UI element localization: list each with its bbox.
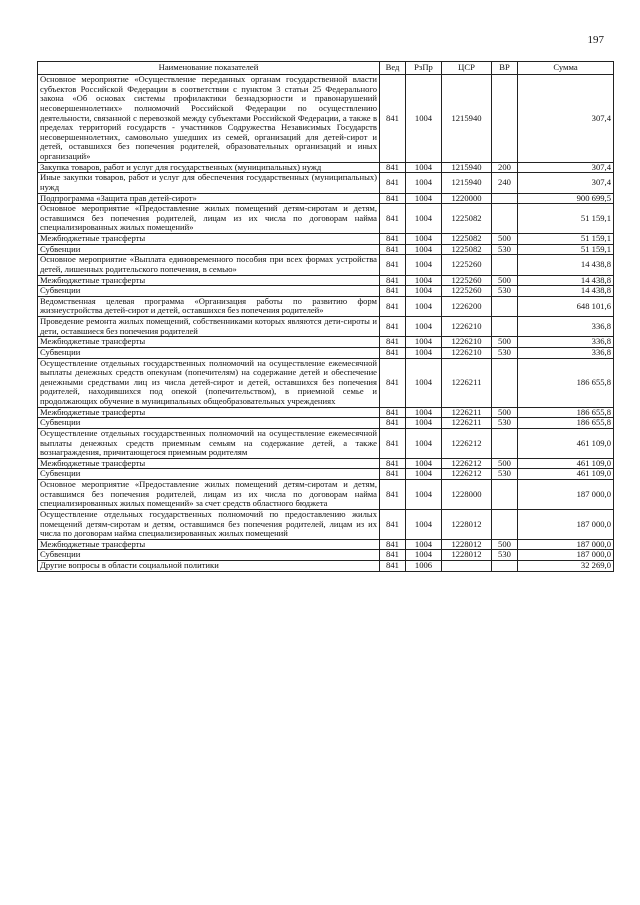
cell-vr: 500: [492, 275, 518, 286]
cell-vr: [492, 75, 518, 163]
cell-ved: 841: [380, 286, 406, 297]
cell-ved: 841: [380, 480, 406, 510]
cell-csr: 1225260: [442, 255, 492, 275]
cell-csr: 1215940: [442, 162, 492, 173]
cell-sum: 648 101,6: [518, 296, 614, 316]
cell-name: Проведение ремонта жилых помещений, собственниками которых являются дети-сироты и дети, оставшиеся без попечения родителей: [38, 317, 380, 337]
cell-ved: 841: [380, 347, 406, 358]
cell-rzpr: 1004: [406, 337, 442, 348]
cell-vr: 500: [492, 407, 518, 418]
cell-ved: 841: [380, 255, 406, 275]
table-body: [38, 75, 614, 572]
cell-ved: 841: [380, 428, 406, 458]
cell-sum: 461 109,0: [518, 428, 614, 458]
cell-vr: 530: [492, 418, 518, 429]
budget-table: [37, 61, 614, 572]
cell-name: Другие вопросы в области социальной политики: [38, 561, 380, 572]
cell-vr: [492, 193, 518, 204]
cell-csr: 1226211: [442, 358, 492, 407]
cell-ved: 841: [380, 275, 406, 286]
cell-ved: 841: [380, 561, 406, 572]
table-row: [38, 418, 614, 429]
cell-sum: 336,8: [518, 317, 614, 337]
cell-sum: 336,8: [518, 337, 614, 348]
cell-sum: 336,8: [518, 347, 614, 358]
cell-csr: 1226210: [442, 347, 492, 358]
cell-csr: 1226200: [442, 296, 492, 316]
cell-rzpr: 1004: [406, 509, 442, 539]
cell-name: Межбюджетные трансферты: [38, 539, 380, 550]
cell-sum: 187 000,0: [518, 480, 614, 510]
table-row: [38, 317, 614, 337]
cell-sum: 187 000,0: [518, 539, 614, 550]
cell-vr: [492, 509, 518, 539]
cell-ved: 841: [380, 418, 406, 429]
cell-sum: 187 000,0: [518, 550, 614, 561]
cell-sum: 307,4: [518, 173, 614, 193]
cell-csr: 1215940: [442, 173, 492, 193]
header-sum: Сумма: [518, 62, 614, 75]
header-ved: Вед: [380, 62, 406, 75]
cell-vr: 530: [492, 550, 518, 561]
cell-ved: 841: [380, 550, 406, 561]
cell-name: Субвенции: [38, 244, 380, 255]
cell-rzpr: 1004: [406, 296, 442, 316]
cell-vr: 530: [492, 286, 518, 297]
table-row: [38, 347, 614, 358]
cell-name: Субвенции: [38, 347, 380, 358]
cell-sum: 307,4: [518, 75, 614, 163]
cell-rzpr: 1004: [406, 234, 442, 245]
cell-csr: 1226212: [442, 428, 492, 458]
cell-rzpr: 1004: [406, 75, 442, 163]
table-row: [38, 539, 614, 550]
cell-name: Субвенции: [38, 550, 380, 561]
cell-vr: 530: [492, 347, 518, 358]
table-row: [38, 162, 614, 173]
cell-sum: 14 438,8: [518, 255, 614, 275]
cell-ved: 841: [380, 317, 406, 337]
cell-name: Основное мероприятие «Предоставление жилых помещений детям-сиротам и детям, оставшимся без попечения родителей, лицам из их числа по договорам найма специализированных жилых помещений» за счет средств областного бюджета: [38, 480, 380, 510]
cell-rzpr: 1004: [406, 347, 442, 358]
cell-name: Иные закупки товаров, работ и услуг для обеспечения государственных (муниципальных) нужд: [38, 173, 380, 193]
table-row: [38, 480, 614, 510]
cell-name: Межбюджетные трансферты: [38, 407, 380, 418]
cell-vr: 530: [492, 469, 518, 480]
cell-rzpr: 1004: [406, 480, 442, 510]
table-row: [38, 337, 614, 348]
cell-csr: 1225260: [442, 275, 492, 286]
cell-csr: 1215940: [442, 75, 492, 163]
cell-csr: 1226210: [442, 337, 492, 348]
table-row: [38, 509, 614, 539]
cell-vr: [492, 561, 518, 572]
cell-vr: [492, 317, 518, 337]
cell-ved: 841: [380, 469, 406, 480]
cell-ved: 841: [380, 509, 406, 539]
table-row: [38, 75, 614, 163]
table-row: [38, 275, 614, 286]
cell-csr: [442, 561, 492, 572]
cell-rzpr: 1004: [406, 418, 442, 429]
cell-ved: 841: [380, 407, 406, 418]
cell-csr: 1225082: [442, 204, 492, 234]
table-header-row: [38, 62, 614, 75]
table-row: [38, 296, 614, 316]
cell-csr: 1226210: [442, 317, 492, 337]
cell-sum: 307,4: [518, 162, 614, 173]
cell-rzpr: 1004: [406, 358, 442, 407]
cell-csr: 1228012: [442, 550, 492, 561]
table-row: [38, 234, 614, 245]
table-row: [38, 550, 614, 561]
header-csr: ЦСР: [442, 62, 492, 75]
header-name: Наименование показателей: [38, 62, 380, 75]
cell-vr: [492, 255, 518, 275]
cell-rzpr: 1004: [406, 173, 442, 193]
cell-name: Межбюджетные трансферты: [38, 458, 380, 469]
table-row: [38, 458, 614, 469]
cell-name: Субвенции: [38, 286, 380, 297]
cell-ved: 841: [380, 296, 406, 316]
cell-vr: 500: [492, 234, 518, 245]
table-row: [38, 193, 614, 204]
cell-name: Основное мероприятие «Выплата единовременного пособия при всех формах устройства детей, лишенных родительского попечения, в семью»: [38, 255, 380, 275]
cell-vr: [492, 296, 518, 316]
cell-vr: 200: [492, 162, 518, 173]
cell-csr: 1220000: [442, 193, 492, 204]
cell-vr: [492, 428, 518, 458]
cell-vr: [492, 480, 518, 510]
cell-ved: 841: [380, 458, 406, 469]
table-row: [38, 469, 614, 480]
cell-sum: 187 000,0: [518, 509, 614, 539]
cell-ved: 841: [380, 358, 406, 407]
cell-sum: 51 159,1: [518, 204, 614, 234]
cell-name: Межбюджетные трансферты: [38, 337, 380, 348]
cell-vr: 500: [492, 337, 518, 348]
cell-sum: 32 269,0: [518, 561, 614, 572]
cell-ved: 841: [380, 539, 406, 550]
cell-csr: 1226212: [442, 458, 492, 469]
cell-name: Подпрограмма «Защита прав детей-сирот»: [38, 193, 380, 204]
cell-ved: 841: [380, 193, 406, 204]
table-row: [38, 204, 614, 234]
cell-csr: 1228012: [442, 509, 492, 539]
cell-name: Осуществление отдельных государственных полномочий по предоставлению жилых помещений детям-сиротам и детям, оставшимся без попечения родителей, лицам из их числа по договорам найма специализированных жилых помещений: [38, 509, 380, 539]
cell-rzpr: 1006: [406, 561, 442, 572]
cell-rzpr: 1004: [406, 317, 442, 337]
cell-rzpr: 1004: [406, 255, 442, 275]
header-vr: ВР: [492, 62, 518, 75]
cell-sum: 51 159,1: [518, 244, 614, 255]
cell-name: Осуществление отдельных государственных полномочий на осуществление ежемесячной выплаты денежных средств опекунам (попечителям) на содержание детей и обеспечение денежными средствами лиц из числа детей-сирот и детей, оставшихся без попечения родителей, находившихся под опекой (попечительством), в приемной семье и продолжающих обучение в муниципальных общеобразовательных учреждениях: [38, 358, 380, 407]
cell-csr: 1226211: [442, 418, 492, 429]
cell-name: Осуществление отдельных государственных полномочий на осуществление ежемесячной выплаты денежных средств приемным семьям на содержание детей, а также вознаграждения, причитающегося приемным родителям: [38, 428, 380, 458]
cell-vr: 530: [492, 244, 518, 255]
cell-rzpr: 1004: [406, 469, 442, 480]
cell-rzpr: 1004: [406, 162, 442, 173]
cell-sum: 51 159,1: [518, 234, 614, 245]
cell-vr: [492, 204, 518, 234]
cell-csr: 1228000: [442, 480, 492, 510]
table-row: [38, 255, 614, 275]
cell-name: Закупка товаров, работ и услуг для государственных (муниципальных) нужд: [38, 162, 380, 173]
cell-csr: 1225082: [442, 244, 492, 255]
cell-csr: 1225082: [442, 234, 492, 245]
header-rzpr: РзПр: [406, 62, 442, 75]
cell-ved: 841: [380, 75, 406, 163]
cell-sum: 186 655,8: [518, 358, 614, 407]
cell-ved: 841: [380, 337, 406, 348]
cell-rzpr: 1004: [406, 550, 442, 561]
table-row: [38, 358, 614, 407]
cell-vr: 500: [492, 458, 518, 469]
cell-vr: [492, 358, 518, 407]
cell-vr: 500: [492, 539, 518, 550]
cell-rzpr: 1004: [406, 275, 442, 286]
cell-rzpr: 1004: [406, 428, 442, 458]
table-row: [38, 286, 614, 297]
cell-csr: 1225260: [442, 286, 492, 297]
cell-name: Основное мероприятие «Предоставление жилых помещений детям-сиротам и детям, оставшимся без попечения родителей, лицам из их числа по договорам найма специализированных жилых помещений»: [38, 204, 380, 234]
cell-sum: 461 109,0: [518, 469, 614, 480]
table-row: [38, 173, 614, 193]
cell-sum: 461 109,0: [518, 458, 614, 469]
cell-rzpr: 1004: [406, 539, 442, 550]
cell-rzpr: 1004: [406, 286, 442, 297]
cell-name: Межбюджетные трансферты: [38, 275, 380, 286]
table-row: [38, 244, 614, 255]
cell-sum: 14 438,8: [518, 275, 614, 286]
cell-rzpr: 1004: [406, 407, 442, 418]
cell-vr: 240: [492, 173, 518, 193]
cell-rzpr: 1004: [406, 244, 442, 255]
cell-ved: 841: [380, 162, 406, 173]
cell-csr: 1228012: [442, 539, 492, 550]
cell-name: Межбюджетные трансферты: [38, 234, 380, 245]
cell-name: Субвенции: [38, 469, 380, 480]
cell-ved: 841: [380, 244, 406, 255]
page-number: 197: [587, 34, 604, 46]
cell-name: Основное мероприятие «Осуществление переданных органам государственной власти субъектов Российской Федерации в соответствии с пунктом 3 статьи 25 Федерального закона «Об основах системы профилактики безнадзорности и правонарушений несовершеннолетних» полномочий Российской Федерации по осуществлению деятельности, связанной с перевозкой между субъектами Российской Федерации, а также в пределах территорий государств - участников Содружества Независимых Государств несовершеннолетних, самовольно ушедших из семей, организаций для детей-сирот и детей, оставшихся без попечения родителей, образовательных организаций и иных организаций»: [38, 75, 380, 163]
cell-ved: 841: [380, 204, 406, 234]
cell-name: Ведомственная целевая программа «Организация работы по развитию форм жизнеустройства детей-сирот и детей, оставшихся без попечения родителей»: [38, 296, 380, 316]
cell-csr: 1226211: [442, 407, 492, 418]
cell-sum: 186 655,8: [518, 407, 614, 418]
cell-rzpr: 1004: [406, 193, 442, 204]
cell-ved: 841: [380, 173, 406, 193]
cell-sum: 186 655,8: [518, 418, 614, 429]
cell-name: Субвенции: [38, 418, 380, 429]
table-row: [38, 561, 614, 572]
cell-sum: 14 438,8: [518, 286, 614, 297]
cell-rzpr: 1004: [406, 204, 442, 234]
cell-sum: 900 699,5: [518, 193, 614, 204]
cell-rzpr: 1004: [406, 458, 442, 469]
cell-ved: 841: [380, 234, 406, 245]
cell-csr: 1226212: [442, 469, 492, 480]
table-row: [38, 407, 614, 418]
table-row: [38, 428, 614, 458]
